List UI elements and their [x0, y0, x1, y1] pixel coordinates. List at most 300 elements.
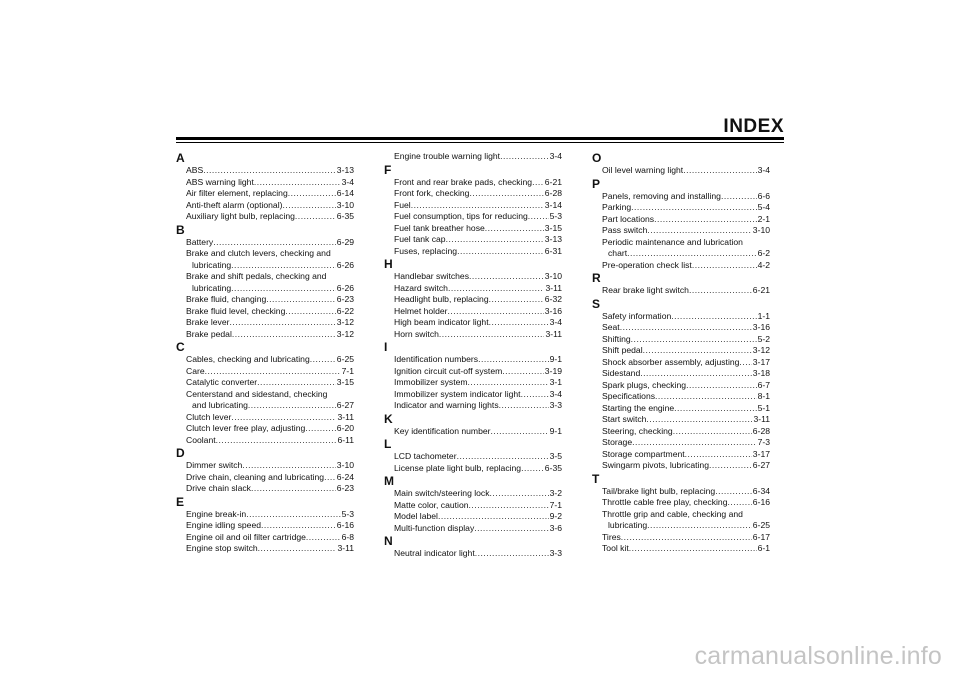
- header-rule-thin: [176, 142, 784, 143]
- index-entry[interactable]: [176, 294, 354, 306]
- page-number: 3-17: [752, 356, 770, 367]
- entry-text: Starting the engine: [602, 402, 675, 413]
- index-entry[interactable]: [384, 426, 562, 438]
- entry-text: Horn switch: [394, 328, 439, 339]
- dot-leader: [266, 294, 336, 306]
- index-entry[interactable]: [592, 449, 770, 461]
- page-number: 3-10: [752, 225, 770, 235]
- entry-text: LCD tachometer: [394, 451, 457, 461]
- index-entry[interactable]: [384, 548, 562, 560]
- entry-text: ABS warning light: [186, 176, 254, 187]
- dot-leader: [231, 412, 336, 424]
- page-number: 3-12: [752, 345, 770, 355]
- entry-text: Shift pedal: [602, 345, 643, 355]
- dot-leader: [631, 334, 757, 346]
- section-letter: A: [176, 151, 185, 165]
- index-entry[interactable]: [384, 188, 562, 200]
- entry-text: Oil level warning light: [602, 165, 684, 175]
- index-entry[interactable]: [176, 354, 354, 366]
- page-number: 9-1: [549, 425, 562, 436]
- index-entry[interactable]: [176, 306, 354, 318]
- section-letter: C: [176, 340, 185, 354]
- dot-leader: [647, 520, 752, 532]
- index-entry[interactable]: [592, 509, 770, 532]
- dot-leader: [739, 357, 751, 369]
- index-entry[interactable]: [176, 188, 354, 200]
- dot-leader: [489, 317, 549, 329]
- page-number: 3-10: [544, 271, 562, 281]
- page-number: 3-4: [549, 151, 562, 161]
- dot-leader: [258, 543, 337, 555]
- page-number: 3-15: [544, 222, 562, 233]
- index-entry[interactable]: [592, 311, 770, 323]
- entry-text: Engine idling speed: [186, 520, 262, 530]
- page-number: 3-2: [549, 488, 562, 498]
- index-entry[interactable]: [176, 248, 354, 271]
- dot-leader: [621, 532, 752, 544]
- section-letter: R: [592, 271, 601, 285]
- dot-leader: [285, 306, 335, 318]
- entry-text: High beam indicator light: [394, 317, 489, 327]
- page-number: 2-1: [757, 213, 770, 224]
- index-entry[interactable]: [176, 389, 354, 412]
- entry-text: Brake fluid, changing: [186, 294, 267, 304]
- page-number: 3-4: [549, 388, 562, 399]
- dot-leader: [489, 294, 544, 306]
- dot-leader: [685, 449, 752, 461]
- index-entry[interactable]: [176, 211, 354, 223]
- dot-leader: [305, 423, 336, 435]
- page-number: 5-4: [757, 202, 770, 212]
- index-entry[interactable]: [384, 366, 562, 378]
- dot-leader: [257, 377, 336, 389]
- index-entry[interactable]: [384, 523, 562, 535]
- dot-leader: [411, 200, 544, 212]
- dot-leader: [491, 426, 549, 438]
- index-entry[interactable]: [384, 377, 562, 389]
- index-entry[interactable]: [384, 400, 562, 412]
- index-entry[interactable]: [384, 211, 562, 223]
- dot-leader: [692, 260, 757, 272]
- page-number: 7-1: [549, 499, 562, 510]
- dot-leader: [715, 486, 752, 498]
- index-entry[interactable]: [176, 366, 354, 378]
- entry-text: Rear brake light switch: [602, 285, 689, 295]
- entry-text: Helmet holder: [394, 305, 448, 316]
- dot-leader: [485, 223, 544, 235]
- page-number: 3-13: [336, 165, 354, 175]
- page-number: 3-15: [336, 377, 354, 387]
- index-entry[interactable]: [592, 543, 770, 555]
- entry-text: Matte color, caution: [394, 499, 469, 510]
- section-letter: H: [384, 257, 393, 271]
- dot-leader: [654, 214, 757, 226]
- entry-text: Parking: [602, 202, 632, 212]
- page-number: 3-12: [336, 317, 354, 327]
- page-number: 6-16: [336, 520, 354, 530]
- index-entry[interactable]: [592, 345, 770, 357]
- entry-text: Panels, removing and installing: [602, 190, 721, 201]
- index-entry[interactable]: [384, 354, 562, 366]
- index-entry[interactable]: [176, 483, 354, 495]
- entry-text: Care: [186, 365, 205, 376]
- dot-leader: [655, 391, 757, 403]
- entry-text-line: Brake and shift pedals, checking and: [186, 271, 327, 281]
- section-letter: S: [592, 296, 601, 311]
- index-entry[interactable]: [176, 377, 354, 389]
- entry-text: Immobilizer system indicator light: [394, 388, 521, 399]
- entry-text: lubricating: [608, 520, 648, 530]
- dot-leader: [446, 234, 544, 246]
- dot-leader: [324, 472, 336, 484]
- page-number: 3-1: [549, 377, 562, 387]
- section-letter: F: [384, 162, 392, 177]
- page-number: 3-11: [337, 543, 354, 553]
- index-entry[interactable]: [176, 200, 354, 212]
- page-number: 8-1: [757, 391, 770, 401]
- index-entry[interactable]: [176, 271, 354, 294]
- index-entry[interactable]: [592, 202, 770, 214]
- index-entry[interactable]: [592, 334, 770, 346]
- dot-leader: [689, 285, 752, 297]
- page-number: 3-19: [544, 365, 562, 376]
- entry-text: Immobilizer system: [394, 377, 468, 387]
- entry-text: Engine stop switch: [186, 543, 258, 553]
- page-number: 6-2: [757, 248, 770, 258]
- dot-leader: [709, 460, 752, 472]
- entry-text: Spark plugs, checking: [602, 379, 687, 390]
- page-number: 6-27: [336, 400, 354, 410]
- page-number: 3-11: [545, 328, 562, 339]
- index-entry[interactable]: [592, 225, 770, 237]
- index-entry[interactable]: [176, 412, 354, 424]
- entry-text: Brake pedal: [186, 328, 232, 339]
- dot-leader: [203, 165, 336, 177]
- entry-text: Drive chain, cleaning and lubricating: [186, 471, 325, 482]
- index-entry[interactable]: [384, 200, 562, 212]
- dot-leader: [647, 225, 751, 237]
- entry-text: Seat: [602, 322, 620, 332]
- index-entry[interactable]: [384, 389, 562, 401]
- page-number: 6-6: [757, 190, 770, 201]
- index-entry[interactable]: [592, 486, 770, 498]
- entry-text: Main switch/steering lock: [394, 488, 490, 498]
- dot-leader: [231, 260, 336, 272]
- index-entry[interactable]: [384, 500, 562, 512]
- index-entry[interactable]: [592, 237, 770, 260]
- dot-leader: [232, 329, 336, 341]
- page-number: 6-23: [336, 483, 354, 493]
- entry-text: Handlebar switches: [394, 271, 469, 281]
- page-number: 3-11: [337, 411, 354, 422]
- section-letter: I: [384, 340, 388, 354]
- dot-leader: [643, 345, 752, 357]
- entry-text-line: Centerstand and sidestand, checking: [186, 388, 328, 399]
- dot-leader: [475, 548, 549, 560]
- dot-leader: [490, 488, 549, 500]
- page-number: 7-1: [341, 365, 354, 376]
- page-number: 5-3: [341, 508, 354, 519]
- dot-leader: [499, 400, 549, 412]
- page-number: 3-10: [336, 199, 354, 210]
- entry-text: Cables, checking and lubricating: [186, 354, 310, 364]
- page-number: 3-4: [757, 165, 770, 175]
- entry-text: Headlight bulb, replacing: [394, 294, 489, 304]
- entry-text: Pre-operation check list: [602, 259, 692, 270]
- index-column-1: [176, 151, 354, 555]
- dot-leader: [457, 451, 549, 463]
- page-number: 6-22: [336, 305, 354, 316]
- entry-text: Swingarm pivots, lubricating: [602, 460, 709, 470]
- dot-leader: [231, 283, 336, 295]
- dot-leader: [229, 317, 335, 329]
- entry-text: Engine break-in: [186, 508, 247, 519]
- dot-leader: [216, 435, 337, 447]
- index-entry[interactable]: [176, 423, 354, 435]
- page-number: 6-16: [752, 497, 770, 507]
- index-entry[interactable]: [384, 234, 562, 246]
- page-title: INDEX: [723, 116, 784, 137]
- dot-leader: [469, 271, 544, 283]
- entry-text: Specifications: [602, 391, 656, 401]
- index-entry[interactable]: [384, 177, 562, 189]
- dot-leader: [205, 366, 341, 378]
- index-entry[interactable]: [176, 329, 354, 341]
- index-entry[interactable]: [176, 435, 354, 447]
- entry-text: Battery: [186, 236, 214, 247]
- dot-leader: [248, 400, 336, 412]
- index-entry[interactable]: [592, 414, 770, 426]
- index-entry[interactable]: [176, 237, 354, 249]
- page-number: 6-7: [757, 379, 770, 390]
- dot-leader: [288, 188, 336, 200]
- page-number: 5-3: [549, 211, 562, 221]
- dot-leader: [306, 532, 341, 544]
- index-entry[interactable]: [384, 317, 562, 329]
- dot-leader: [671, 311, 756, 323]
- index-entry[interactable]: [592, 532, 770, 544]
- entry-text: Fuel: [394, 199, 411, 210]
- index-entry[interactable]: [592, 322, 770, 334]
- header-rule: [176, 137, 784, 140]
- page-number: 3-14: [544, 199, 562, 210]
- index-entry[interactable]: [384, 451, 562, 463]
- dot-leader: [448, 306, 544, 318]
- index-entry[interactable]: [384, 151, 562, 163]
- entry-text: Key identification number: [394, 425, 491, 436]
- page-number: 9-2: [549, 511, 562, 521]
- entry-text-line: Throttle grip and cable, checking and: [602, 508, 743, 519]
- dot-leader: [251, 483, 336, 495]
- entry-text: Front and rear brake pads, checking: [394, 176, 533, 187]
- entry-text: Identification numbers: [394, 354, 479, 364]
- section-letter: N: [384, 534, 393, 548]
- index-entry[interactable]: [592, 403, 770, 415]
- dot-leader: [620, 322, 752, 334]
- index-entry[interactable]: [176, 520, 354, 532]
- dot-leader: [521, 389, 549, 401]
- dot-leader: [261, 520, 336, 532]
- entry-text: Tires: [602, 531, 621, 542]
- dot-leader: [254, 177, 341, 189]
- entry-text: Engine oil and oil filter cartridge: [186, 531, 306, 542]
- dot-leader: [282, 200, 335, 212]
- index-entry[interactable]: [384, 283, 562, 295]
- dot-leader: [632, 437, 756, 449]
- dot-leader: [478, 354, 549, 366]
- entry-text: Clutch lever: [186, 411, 232, 422]
- index-entry[interactable]: [592, 391, 770, 403]
- index-entry[interactable]: [592, 357, 770, 369]
- dot-leader: [532, 177, 544, 189]
- page-number: 6-14: [336, 188, 354, 198]
- page-number: 3-6: [549, 522, 562, 533]
- entry-text: Shifting: [602, 333, 631, 344]
- index-entry[interactable]: [384, 329, 562, 341]
- index-entry[interactable]: [384, 306, 562, 318]
- index-entry[interactable]: [384, 271, 562, 283]
- section-letter: M: [384, 474, 394, 488]
- entry-text: Part locations: [602, 213, 655, 224]
- page-number: 3-12: [336, 328, 354, 339]
- dot-leader: [721, 191, 757, 203]
- page-number: 3-11: [753, 414, 770, 424]
- entry-text: Anti-theft alarm (optional): [186, 199, 283, 210]
- index-entry[interactable]: [176, 177, 354, 189]
- entry-text: Brake lever: [186, 317, 230, 327]
- entry-text: Shock absorber assembly, adjusting: [602, 356, 740, 367]
- index-entry[interactable]: [592, 437, 770, 449]
- entry-text: Tail/brake light bulb, replacing: [602, 485, 716, 496]
- page-number: 3-16: [544, 305, 562, 316]
- entry-text: Storage: [602, 437, 633, 447]
- dot-leader: [500, 151, 549, 163]
- index-entry[interactable]: [592, 426, 770, 438]
- page-number: 4-2: [757, 259, 770, 270]
- dot-leader: [646, 414, 752, 426]
- index-column-3: [592, 151, 770, 555]
- index-entry[interactable]: [592, 368, 770, 380]
- dot-leader: [640, 368, 752, 380]
- dot-leader: [727, 497, 751, 509]
- dot-leader: [683, 165, 756, 177]
- index-entry[interactable]: [176, 532, 354, 544]
- section-letter: P: [592, 176, 601, 191]
- entry-text: lubricating: [192, 259, 232, 270]
- page-number: 6-26: [336, 259, 354, 270]
- entry-text: Air filter element, replacing: [186, 188, 288, 198]
- entry-text: Fuses, replacing: [394, 245, 458, 256]
- index-entry[interactable]: [384, 223, 562, 235]
- entry-text: License plate light bulb, replacing: [394, 462, 522, 473]
- dot-leader: [521, 463, 544, 475]
- page-number: 3-10: [336, 460, 354, 470]
- index-entry[interactable]: [384, 463, 562, 475]
- page-number: 6-11: [337, 434, 354, 445]
- entry-text: Dimmer switch: [186, 460, 243, 470]
- page-number: 6-28: [752, 425, 770, 436]
- watermark: carmanualsonline.info: [694, 642, 942, 670]
- page-number: 6-17: [752, 531, 770, 542]
- section-letter: D: [176, 446, 185, 460]
- entry-text-line: Periodic maintenance and lubrication: [602, 236, 743, 247]
- entry-text: Coolant: [186, 434, 216, 445]
- dot-leader: [213, 237, 336, 249]
- section-letter: E: [176, 494, 185, 509]
- index-entry[interactable]: [592, 260, 770, 272]
- entry-text: Tool kit: [602, 543, 629, 553]
- page-number: 6-20: [336, 423, 354, 433]
- entry-text: Indicator and warning lights: [394, 400, 499, 410]
- index-entry[interactable]: [384, 488, 562, 500]
- page-number: 6-26: [336, 282, 354, 293]
- page-number: 6-34: [752, 485, 770, 496]
- index-entry[interactable]: [384, 294, 562, 306]
- page-number: 1-1: [757, 310, 770, 321]
- index-entry[interactable]: [176, 543, 354, 555]
- page-number: 3-13: [544, 234, 562, 244]
- page-number: 6-24: [336, 471, 354, 482]
- index-entry[interactable]: [592, 285, 770, 297]
- index-entry[interactable]: [592, 497, 770, 509]
- page-number: 6-21: [544, 176, 562, 187]
- index-entry[interactable]: [176, 460, 354, 472]
- page-number: 3-5: [549, 451, 562, 461]
- index-entry[interactable]: [592, 460, 770, 472]
- dot-leader: [631, 202, 756, 214]
- index-entry[interactable]: [592, 165, 770, 177]
- index-entry[interactable]: [384, 246, 562, 258]
- index-entry[interactable]: [384, 511, 562, 523]
- dot-leader: [469, 188, 543, 200]
- page-number: 3-4: [549, 317, 562, 327]
- index-entry[interactable]: [176, 165, 354, 177]
- index-entry[interactable]: [592, 380, 770, 392]
- dot-leader: [629, 543, 757, 555]
- page-number: 3-18: [752, 368, 770, 378]
- dot-leader: [627, 248, 756, 260]
- page-number: 3-11: [545, 282, 562, 293]
- page-number: 7-3: [757, 437, 770, 447]
- section-letter: B: [176, 222, 185, 237]
- page-number: 6-35: [336, 211, 354, 221]
- entry-text: Fuel tank cap: [394, 234, 446, 244]
- entry-text: Sidestand: [602, 368, 641, 378]
- entry-text: Storage compartment: [602, 448, 685, 459]
- page-number: 6-31: [544, 245, 562, 256]
- entry-text: Fuel tank breather hose: [394, 222, 485, 233]
- index-entry[interactable]: [176, 472, 354, 484]
- entry-text: Model label: [394, 511, 438, 521]
- index-entry[interactable]: [592, 214, 770, 226]
- entry-text: Front fork, checking: [394, 188, 470, 198]
- section-letter: K: [384, 411, 393, 426]
- page-number: 6-29: [336, 236, 354, 247]
- dot-leader: [502, 366, 544, 378]
- entry-text: chart: [608, 248, 628, 258]
- entry-text: ABS: [186, 165, 204, 175]
- entry-text: Pass switch: [602, 225, 648, 235]
- entry-text: lubricating: [192, 282, 232, 293]
- dot-leader: [439, 329, 545, 341]
- page-number: 3-17: [752, 448, 770, 459]
- index-entry[interactable]: [176, 509, 354, 521]
- index-entry[interactable]: [176, 317, 354, 329]
- index-entry[interactable]: [592, 191, 770, 203]
- dot-leader: [474, 523, 548, 535]
- entry-text: Safety information: [602, 310, 672, 321]
- section-letter: L: [384, 437, 392, 451]
